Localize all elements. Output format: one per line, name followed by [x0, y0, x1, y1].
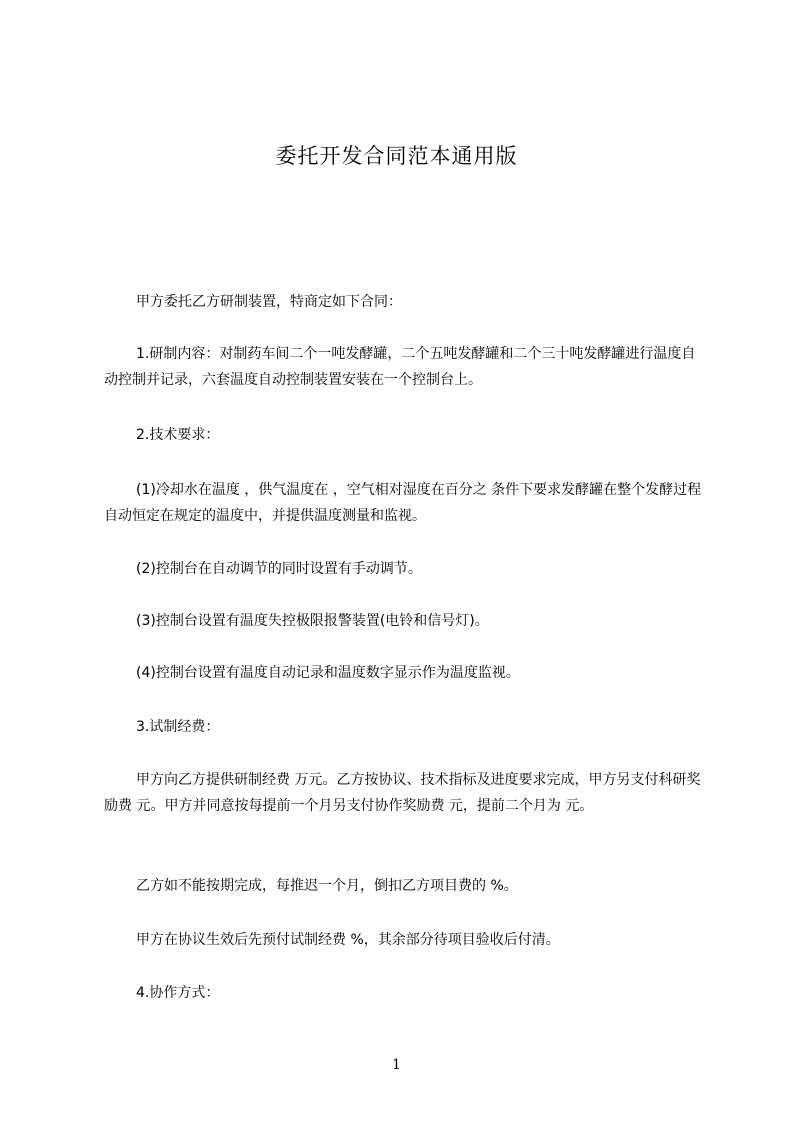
- paragraph-cooperation-heading: 4.协作方式：: [136, 985, 220, 1001]
- paragraph-funding-heading: 3.试制经费：: [136, 719, 220, 735]
- document-title: 委托开发合同范本通用版: [275, 144, 518, 168]
- paragraph-requirement-2: (2)控制台在自动调节的同时设置有手动调节。: [136, 561, 422, 577]
- paragraph-research-content: 1.研制内容：对制药车间二个一吨发酵罐，二个五吨发酵罐和二个三十吨发酵罐进行温度自动控制并记录，六套温度自动控制装置安装在一个控制台上。: [104, 346, 696, 388]
- paragraph-technical-requirements-heading: 2.技术要求：: [136, 427, 220, 443]
- paragraph-requirement-4: (4)控制台设置有温度自动记录和温度数字显示作为温度监视。: [136, 665, 520, 681]
- paragraph-prepayment: 甲方在协议生效后先预付试制经费 %，其余部分待项目验收后付清。: [136, 932, 560, 948]
- page-number: 1: [392, 1057, 401, 1073]
- paragraph-requirement-3: (3)控制台设置有温度失控极限报警装置(电铃和信号灯)。: [136, 613, 489, 629]
- paragraph-intro: 甲方委托乙方研制装置，特商定如下合同：: [136, 294, 402, 310]
- paragraph-requirement-1: (1)冷却水在温度 ，供气温度在 ，空气相对湿度在百分之 条件下要求发酵罐在整个发酵过程自动恒定在规定的温度中，并提供温度测量和监视。: [104, 482, 702, 524]
- paragraph-funding-details: 甲方向乙方提供研制经费 万元。乙方按协议、技术指标及进度要求完成，甲方另支付科研奖励费 元。甲方并同意按每提前一个月另支付协作奖励费 元，提前二个月为 元。: [104, 772, 701, 814]
- paragraph-delay-penalty: 乙方如不能按期完成，每推迟一个月，倒扣乙方项目费的 %。: [136, 878, 518, 894]
